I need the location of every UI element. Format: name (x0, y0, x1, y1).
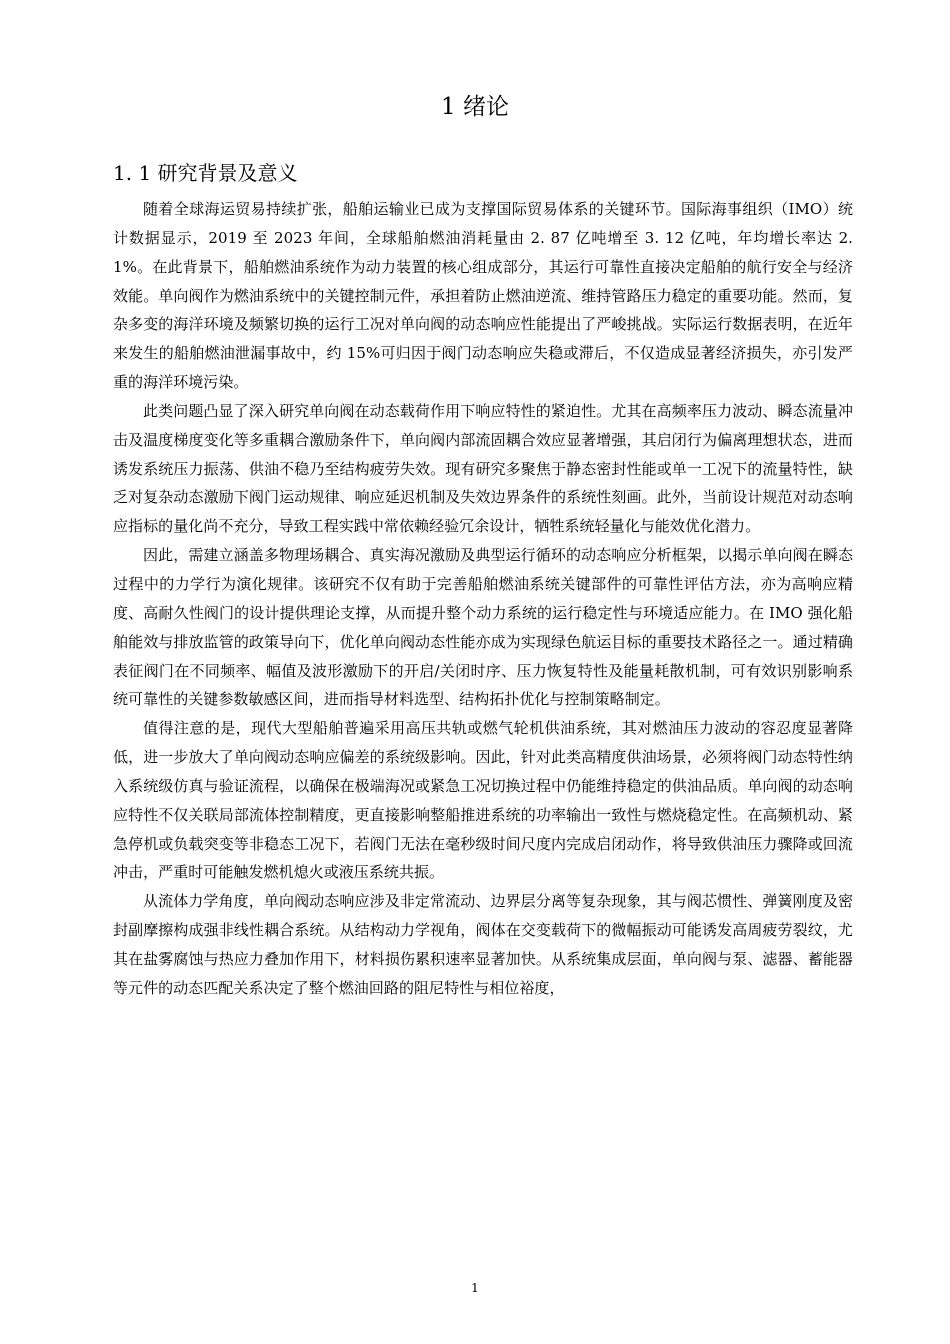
chapter-title: 1 绪论 (441, 94, 509, 120)
paragraph: 随着全球海运贸易持续扩张，船舶运输业已成为支撑国际贸易体系的关键环节。国际海事组织（IMO）统计数据显示，2019 至 2023 年间，全球船舶燃油消耗量由 2. 87 亿吨增至 3. 12 亿吨，年均增长率达 2. 1%。在此背景下，船舶燃油系统作为动力装置的核心组成部分，其运行可靠性直接决定船舶的航行安全与经济效能。单向阀作为燃油系统中的关键控制元件，承担着防止燃油逆流、维持管路压力稳定的重要功能。然而，复杂多变的海洋环境及频繁切换的运行工况对单向阀的动态响应性能提出了严峻挑战。实际运行数据表明，在近年来发生的船舶燃油泄漏事故中，约 15%可归因于阀门动态响应失稳或滞后，不仅造成显著经济损失，亦引发严重的海洋环境污染。 (113, 200, 853, 392)
body-text (113, 195, 853, 1003)
paragraph: 从流体力学角度，单向阀动态响应涉及非定常流动、边界层分离等复杂现象，其与阀芯惯性、弹簧刚度及密封副摩擦构成强非线性耦合系统。从结构动力学视角，阀体在交变载荷下的微幅振动可能诱发高周疲劳裂纹，尤其在盐雾腐蚀与热应力叠加作用下，材料损伤累积速率显著加快。从系统集成层面，单向阀与泵、滤器、蓄能器等元件的动态匹配关系决定了整个燃油回路的阻尼特性与相位裕度， (113, 892, 853, 997)
section-title: 1. 1 研究背景及意义 (113, 161, 298, 185)
paragraph: 因此，需建立涵盖多物理场耦合、真实海况激励及典型运行循环的动态响应分析框架，以揭示单向阀在瞬态过程中的力学行为演化规律。该研究不仅有助于完善船舶燃油系统关键部件的可靠性评估方法，亦为高响应精度、高耐久性阀门的设计提供理论支撑，从而提升整个动力系统的运行稳定性与环境适应能力。在 IMO 强化船舶能效与排放监管的政策导向下，优化单向阀动态性能亦成为实现绿色航运目标的重要技术路径之一。通过精确表征阀门在不同频率、幅值及波形激励下的开启/关闭时序、压力恢复特性及能量耗散机制，可有效识别影响系统可靠性的关键参数敏感区间，进而指导材料选型、结构拓扑优化与控制策略制定。 (113, 546, 853, 709)
paragraph: 值得注意的是，现代大型船舶普遍采用高压共轨或燃气轮机供油系统，其对燃油压力波动的容忍度显著降低，进一步放大了单向阀动态响应偏差的系统级影响。因此，针对此类高精度供油场景，必须将阀门动态特性纳入系统级仿真与验证流程，以确保在极端海况或紧急工况切换过程中仍能维持稳定的供油品质。单向阀的动态响应特性不仅关联局部流体控制精度，更直接影响整船推进系统的功率输出一致性与燃烧稳定性。在高频机动、紧急停机或负载突变等非稳态工况下，若阀门无法在毫秒级时间尺度内完成启闭动作，将导致供油压力骤降或回流冲击，严重时可能触发燃机熄火或液压系统共振。 (113, 719, 853, 882)
page-number: 1 (471, 1281, 479, 1295)
paragraph: 此类问题凸显了深入研究单向阀在动态载荷作用下响应特性的紧迫性。尤其在高频率压力波动、瞬态流量冲击及温度梯度变化等多重耦合激励条件下，单向阀内部流固耦合效应显著增强，其启闭行为偏离理想状态，进而诱发系统压力振荡、供油不稳乃至结构疲劳失效。现有研究多聚焦于静态密封性能或单一工况下的流量特性，缺乏对复杂动态激励下阀门运动规律、响应延迟机制及失效边界条件的系统性刻画。此外，当前设计规范对动态响应指标的量化尚不充分，导致工程实践中常依赖经验冗余设计，牺牲系统轻量化与能效优化潜力。 (113, 401, 853, 536)
